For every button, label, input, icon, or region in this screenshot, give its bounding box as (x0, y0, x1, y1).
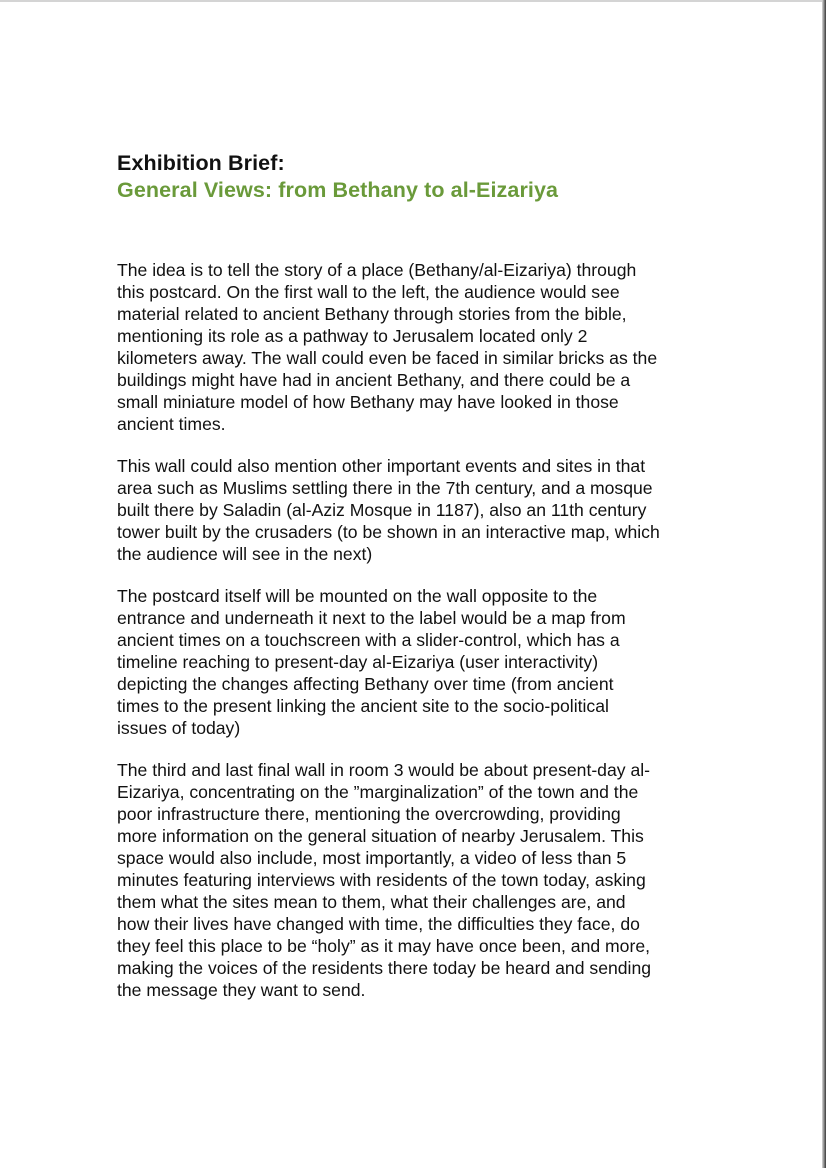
document-body (117, 259, 717, 1001)
paragraph-1: The idea is to tell the story of a place (Bethany/al-Eizariya) through this postcard. On the first wall to the left, the audience would see material related to ancient Bethany through stories from the bible, mentioning its role as a pathway to Jerusalem located only 2 kilometers away. The wall could even be faced in similar bricks as the buildings might have had in ancient Bethany, and there could be a small miniature model of how Bethany may have looked in those ancient times. (117, 260, 658, 434)
document-page (117, 150, 717, 1021)
document-subtitle: General Views: from Bethany to al-Eizariya (117, 178, 559, 202)
scan-edge-top (0, 0, 826, 2)
paragraph-4: The third and last final wall in room 3 would be about present-day al- Eizariya, concentrating on the ”marginalization” of the town and the poor infrastructure there, mentioning the overcrowding, providing more information on the general situation of nearby Jerusalem. This space would also include, most importantly, a video of less than 5 minutes featuring interviews with residents of the town today, asking them what the sites mean to them, what their challenges are, and how their lives have changed with time, the difficulties they face, do they feel this place to be “holy” as it may have once been, and more, making the voices of the residents there today be heard and sending the message they want to send. (117, 760, 652, 1000)
document-title: Exhibition Brief: (117, 151, 285, 175)
scan-edge-right (822, 0, 826, 1168)
paragraph-2: This wall could also mention other important events and sites in that area such as Muslims settling there in the 7th century, and a mosque built there by Saladin (al-Aziz Mosque in 1187), also an 11th century tower built by the crusaders (to be shown in an interactive map, which the audience will see in the next) (117, 456, 660, 564)
paragraph-3: The postcard itself will be mounted on the wall opposite to the entrance and underneath it next to the label would be a map from ancient times on a touchscreen with a slider-control, which has a timeline reaching to present-day al-Eizariya (user interactivity) depicting the changes affecting Bethany over time (from ancient times to the present linking the ancient site to the socio-political issues of today) (117, 586, 626, 738)
